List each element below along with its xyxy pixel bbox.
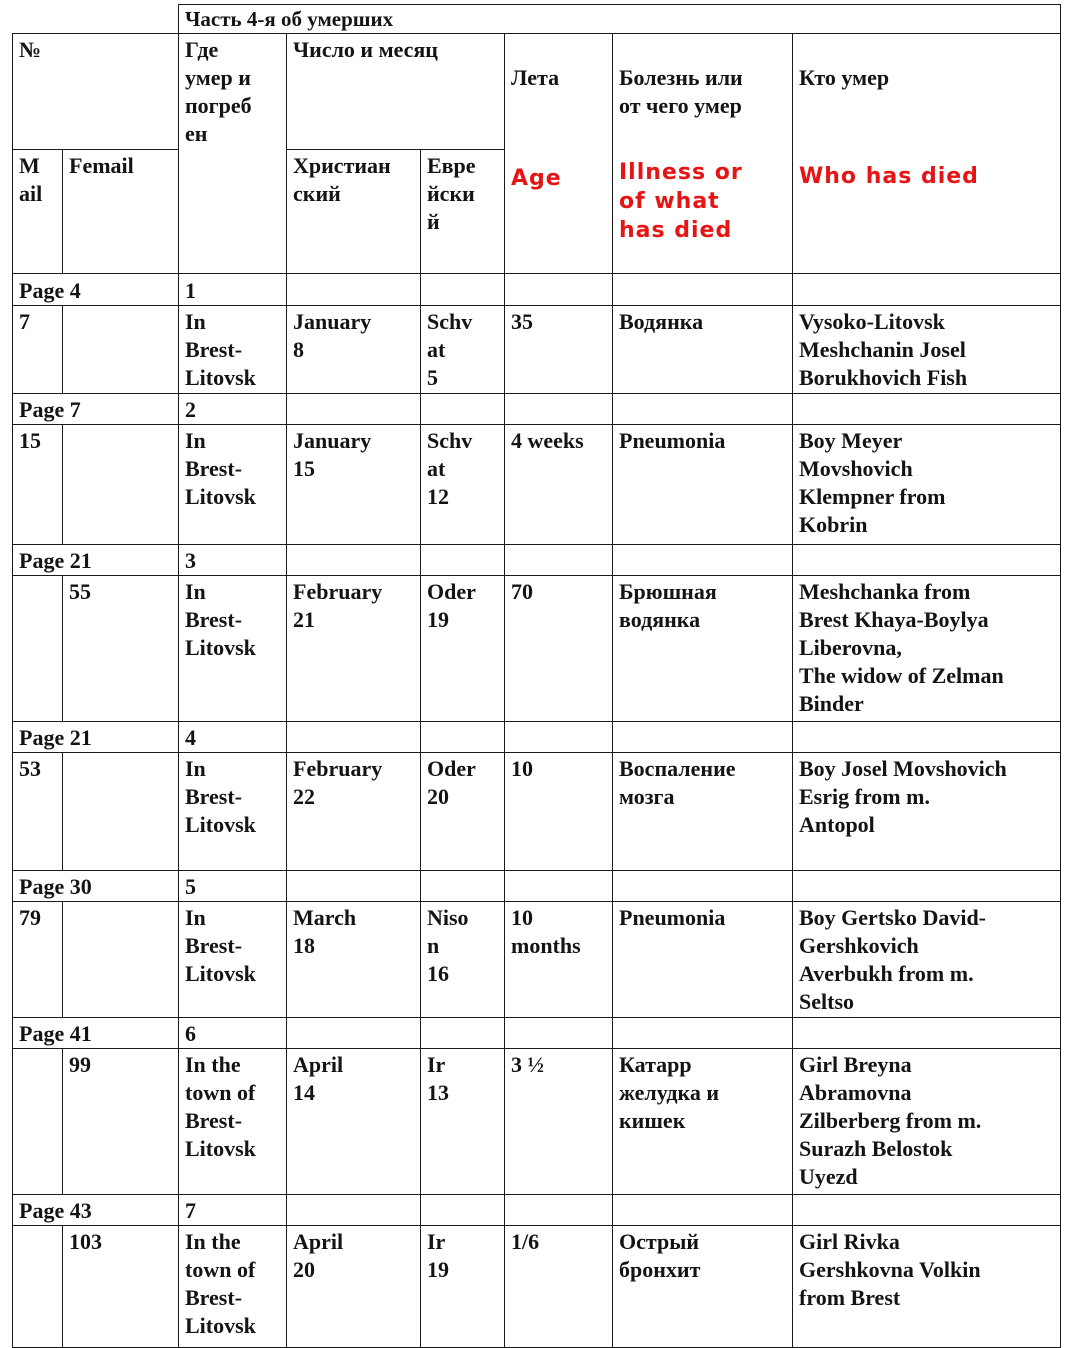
illness: Катарр желудка и кишек <box>613 1049 793 1195</box>
jewish-date: Ir 19 <box>421 1226 505 1348</box>
where-died-column-header: Где умер и погреб ен <box>179 34 287 274</box>
place-of-death: In Brest- Litovsk <box>179 306 287 394</box>
femail-column-header: Femail <box>63 149 179 273</box>
place-of-death: In the town of Brest- Litovsk <box>179 1226 287 1348</box>
age: 35 <box>505 306 613 394</box>
christian-date: February 22 <box>287 753 421 871</box>
deceased: Vysoko-Litovsk Meshchanin Josel Borukhovich Fish <box>793 306 1061 394</box>
record-page-row <box>13 274 1061 306</box>
femail-number: 103 <box>63 1226 179 1348</box>
number-column-header: № <box>13 34 179 150</box>
femail-number: 99 <box>63 1049 179 1195</box>
age: 70 <box>505 576 613 722</box>
illness-column-header <box>613 34 793 274</box>
record-number: 4 <box>179 722 287 753</box>
deceased: Meshchanka from Brest Khaya-Boylya Liberovna, The widow of Zelman Binder <box>793 576 1061 722</box>
section-title-row <box>13 5 1061 34</box>
age: 3 ½ <box>505 1049 613 1195</box>
jewish-date: Schv at 12 <box>421 425 505 545</box>
record-number: 5 <box>179 871 287 902</box>
mail-number: 15 <box>13 425 63 545</box>
christian-date-column-header: Христиан ский <box>287 149 421 273</box>
christian-date: April 14 <box>287 1049 421 1195</box>
who-header-ru: Кто умер <box>799 65 890 90</box>
record-number: 1 <box>179 274 287 306</box>
christian-date: April 20 <box>287 1226 421 1348</box>
record-number: 3 <box>179 545 287 576</box>
page-reference: Page 43 <box>13 1195 179 1226</box>
record-row <box>13 306 1061 394</box>
mail-number: 79 <box>13 902 63 1018</box>
death-register-table <box>12 4 1061 1348</box>
place-of-death: In Brest- Litovsk <box>179 425 287 545</box>
page-reference: Page 4 <box>13 274 179 306</box>
page-reference: Page 41 <box>13 1018 179 1049</box>
record-row <box>13 1226 1061 1348</box>
jewish-date-column-header: Евре йски й <box>421 149 505 273</box>
record-page-row <box>13 545 1061 576</box>
age-header-en: Age <box>511 166 562 191</box>
deceased: Girl Rivka Gershkovna Volkin from Brest <box>793 1226 1061 1348</box>
illness: Водянка <box>613 306 793 394</box>
age: 4 weeks <box>505 425 613 545</box>
deceased: Boy Josel Movshovich Esrig from m. Antopol <box>793 753 1061 871</box>
age: 10 months <box>505 902 613 1018</box>
record-number: 7 <box>179 1195 287 1226</box>
femail-number <box>63 425 179 545</box>
record-row <box>13 1049 1061 1195</box>
age: 10 <box>505 753 613 871</box>
age-column-header <box>505 34 613 274</box>
who-died-column-header <box>793 34 1061 274</box>
record-row <box>13 576 1061 722</box>
record-page-row <box>13 1018 1061 1049</box>
femail-number <box>63 902 179 1018</box>
jewish-date: Schv at 5 <box>421 306 505 394</box>
deceased: Boy Gertsko David- Gershkovich Averbukh from m. Seltso <box>793 902 1061 1018</box>
record-page-row <box>13 1195 1061 1226</box>
illness: Брюшная водянка <box>613 576 793 722</box>
mail-number <box>13 1049 63 1195</box>
record-page-row <box>13 722 1061 753</box>
place-of-death: In the town of Brest- Litovsk <box>179 1049 287 1195</box>
page-reference: Page 7 <box>13 394 179 425</box>
record-page-row <box>13 871 1061 902</box>
deceased: Girl Breyna Abramovna Zilberberg from m. Surazh Belostok Uyezd <box>793 1049 1061 1195</box>
femail-number <box>63 306 179 394</box>
section-title: Часть 4-я об умерших <box>179 5 1061 34</box>
record-row <box>13 902 1061 1018</box>
femail-number <box>63 753 179 871</box>
page-reference: Page 21 <box>13 545 179 576</box>
place-of-death: In Brest- Litovsk <box>179 902 287 1018</box>
page-reference: Page 21 <box>13 722 179 753</box>
record-row <box>13 753 1061 871</box>
mail-number: 7 <box>13 306 63 394</box>
jewish-date: Ir 13 <box>421 1049 505 1195</box>
page-reference: Page 30 <box>13 871 179 902</box>
header-row-1 <box>13 34 1061 150</box>
jewish-date: Oder 19 <box>421 576 505 722</box>
christian-date: January 15 <box>287 425 421 545</box>
place-of-death: In Brest- Litovsk <box>179 753 287 871</box>
age-header-ru: Лета <box>511 65 560 90</box>
deceased: Boy Meyer Movshovich Klempner from Kobrin <box>793 425 1061 545</box>
jewish-date: Niso n 16 <box>421 902 505 1018</box>
mail-number <box>13 576 63 722</box>
christian-date: January 8 <box>287 306 421 394</box>
christian-date: February 21 <box>287 576 421 722</box>
mail-number <box>13 1226 63 1348</box>
christian-date: March 18 <box>287 902 421 1018</box>
illness: Острый бронхит <box>613 1226 793 1348</box>
illness-header-en: Illness or of what has died <box>619 160 743 243</box>
femail-number: 55 <box>63 576 179 722</box>
mail-number: 53 <box>13 753 63 871</box>
illness: Pneumonia <box>613 902 793 1018</box>
record-page-row <box>13 394 1061 425</box>
illness: Воспаление мозга <box>613 753 793 871</box>
date-column-header: Число и месяц <box>287 34 505 150</box>
record-number: 2 <box>179 394 287 425</box>
record-number: 6 <box>179 1018 287 1049</box>
illness: Pneumonia <box>613 425 793 545</box>
place-of-death: In Brest- Litovsk <box>179 576 287 722</box>
jewish-date: Oder 20 <box>421 753 505 871</box>
mail-column-header: M ail <box>13 149 63 273</box>
record-row <box>13 425 1061 545</box>
who-header-en: Who has died <box>799 164 979 189</box>
illness-header-ru: Болезнь или от чего умер <box>619 65 743 118</box>
age: 1/6 <box>505 1226 613 1348</box>
